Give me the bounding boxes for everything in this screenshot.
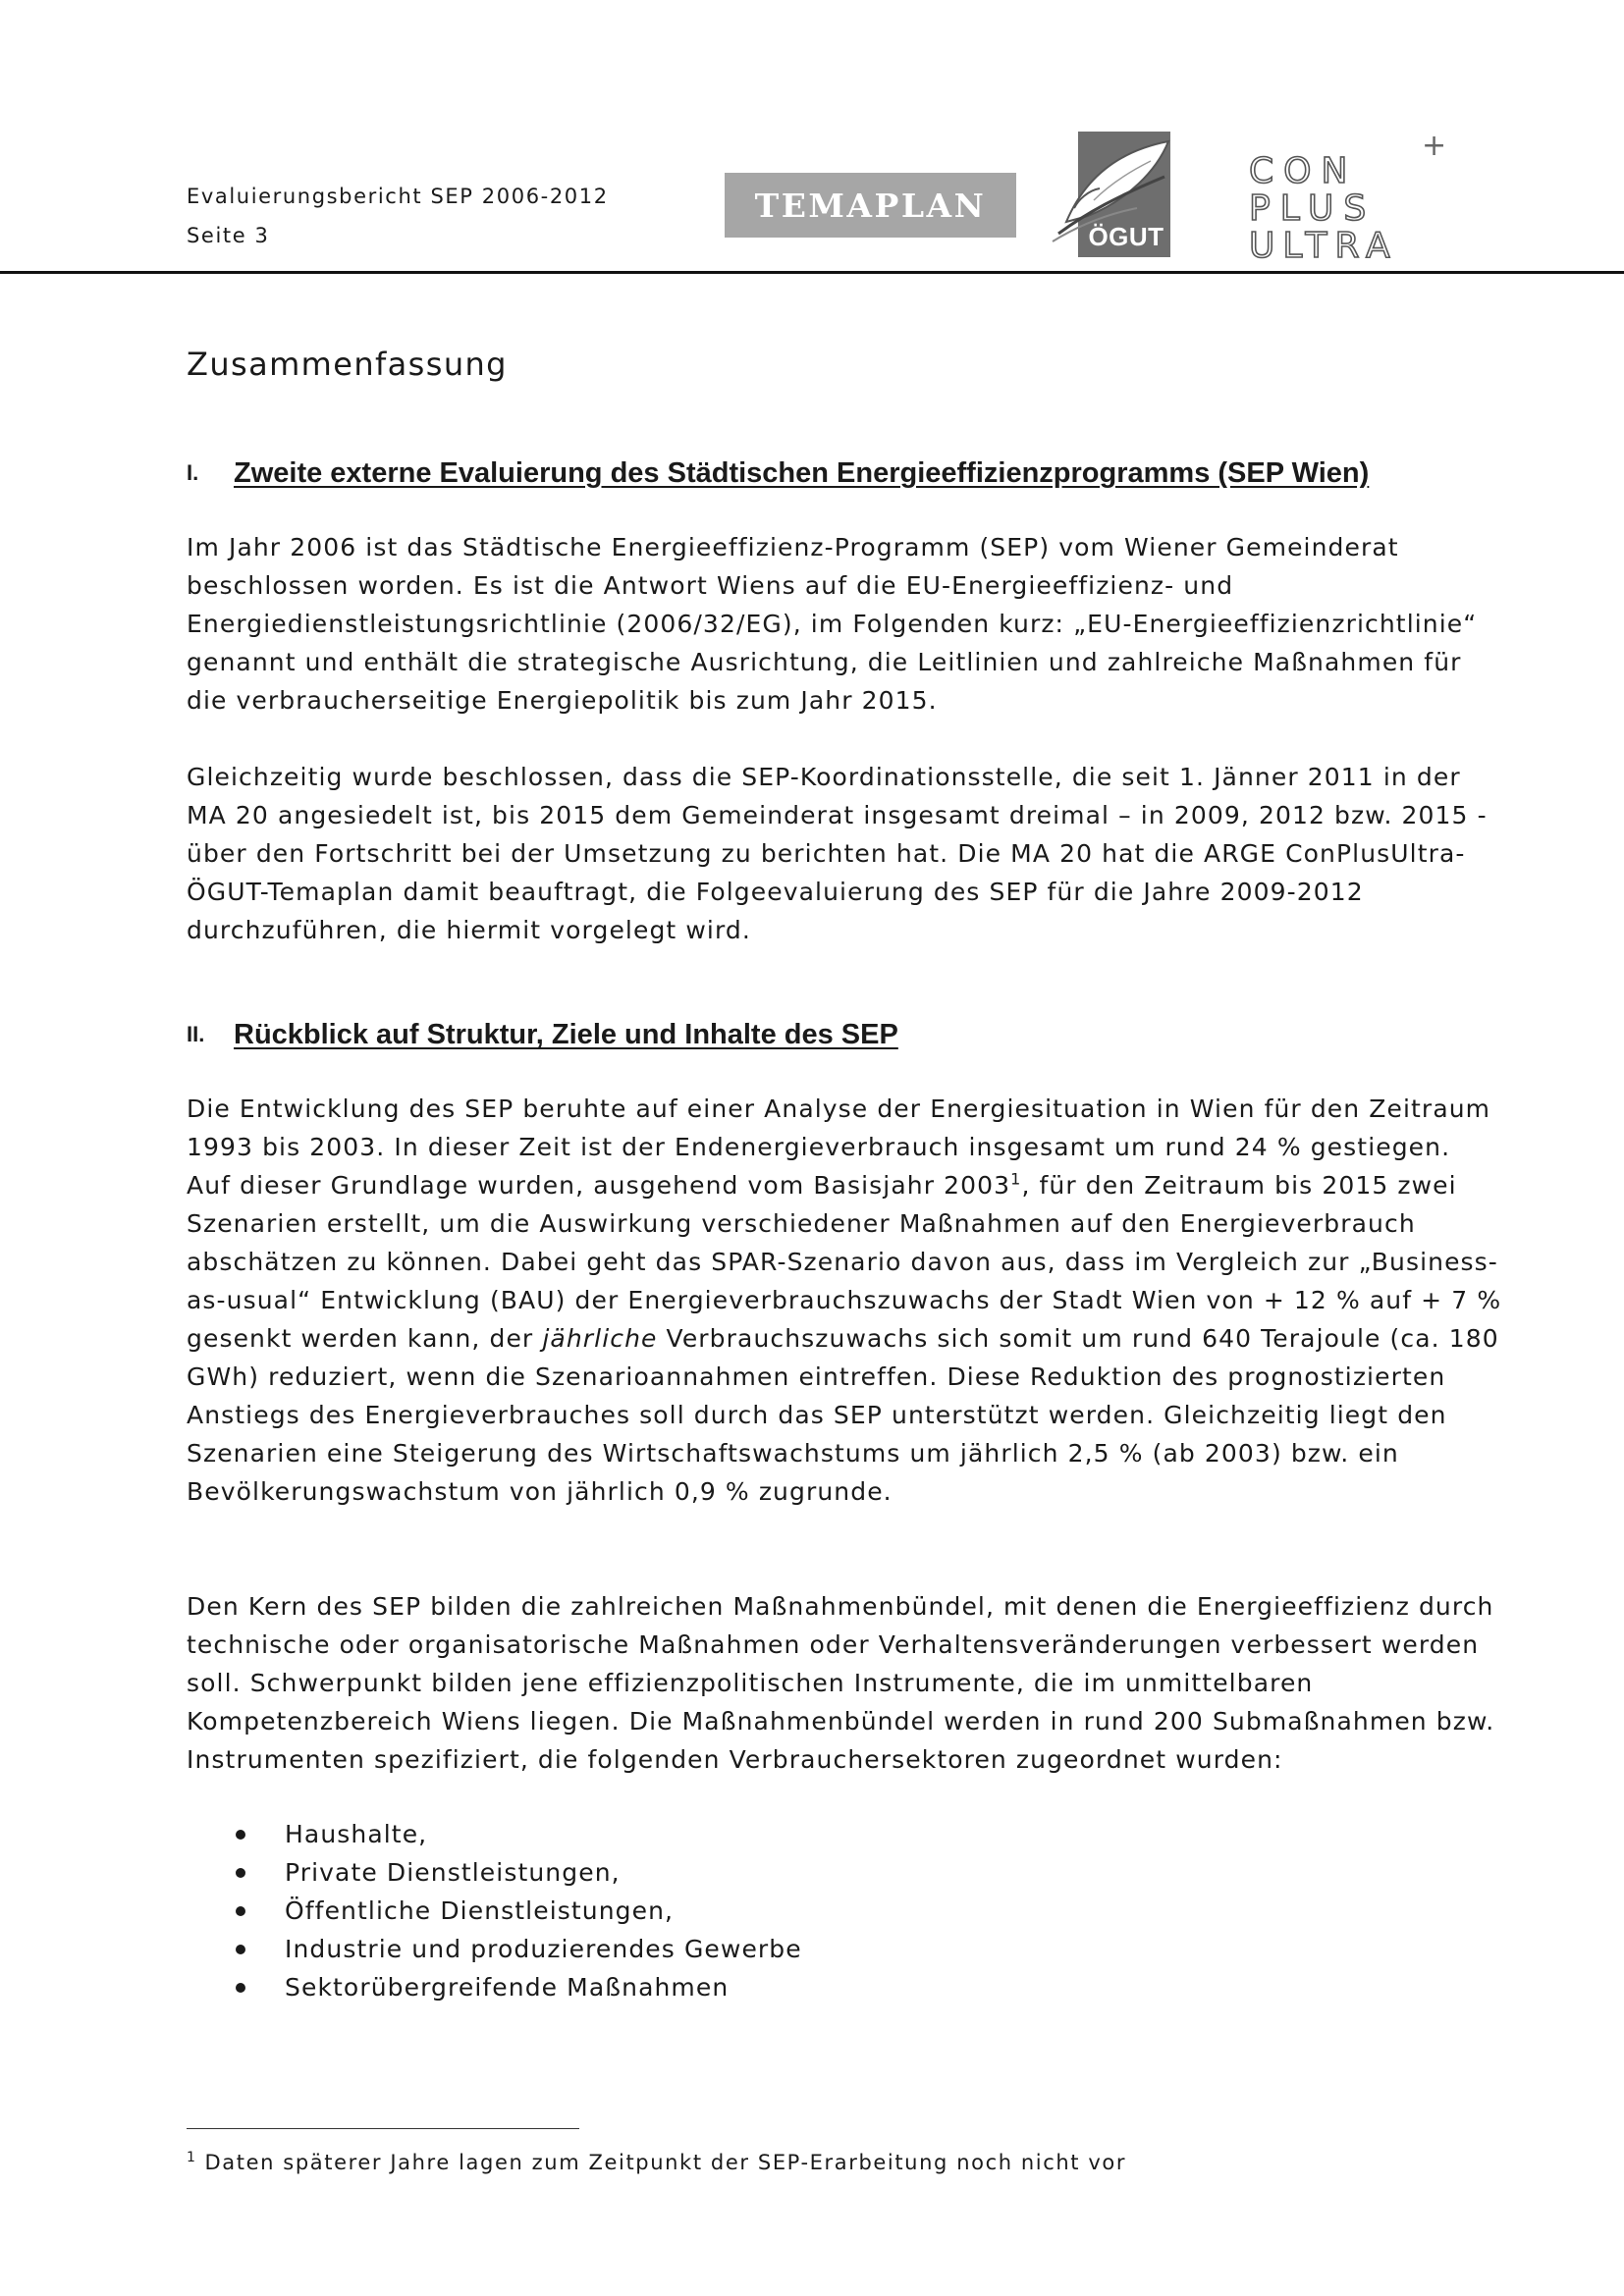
footnote-divider: [187, 2128, 579, 2129]
list-item-text: Private Dienstleistungen,: [285, 1858, 621, 1887]
paragraph-segment: Verbrauchszuwachs sich somit um rund 640 Terajoule (ca. 180 GWh) reduziert, wenn die Szenarioannahmen eintreffen. Diese Reduktion des prognostizierten Anstiegs des Energieverbrauches soll durch das SEP unterstützt werden. Gleichzeitig liegt den Szenarien eine Steigerung des Wirtschaftswachstums um jährlich 2,5 % (ab 2003) bzw. ein Bevölkerungswachstum von jährlich 0,9 % zugrunde.: [187, 1324, 1499, 1506]
list-item-text: Sektorübergreifende Maßnahmen: [285, 1973, 730, 2002]
paragraph-segment: Die Entwicklung des SEP beruhte auf einer Analyse der Energiesituation in Wien für den Zeitraum 1993 bis 2003. In dieser Zeit ist der Endenergieverbrauch insgesamt um rund 24 % gestiegen. Auf dieser Grundlage wurden, ausgehend vom Basisjahr 2003: [187, 1095, 1491, 1200]
paragraph-text: Im Jahr 2006 ist das Städtische Energieeffizienz-Programm (SEP) vom Wiener Gemeinderat beschlossen worden. Es ist die Antwort Wiens auf die EU-Energieeffizienz- und Energiedienstleistungsrichtlinie (2006/32/EG), im Folgenden kurz: „EU-Energieeffizienzrichtlinie“ genannt und enthält die strategische Ausrichtung, die Leitlinien und zahlreiche Maßnahmen für die verbraucherseitige Energiepolitik bis zum Jahr 2015.: [187, 533, 1478, 715]
section-title: Zweite externe Evaluierung des Städtischen Energieeffizienzprogramms (SEP Wien): [234, 457, 1370, 489]
conplusultra-line-3: ULTRA: [1249, 226, 1398, 261]
sector-list: [224, 1815, 802, 2006]
bullet-icon: [236, 1945, 245, 1954]
conplusultra-logo: [1247, 135, 1453, 261]
section-heading-2: [187, 1019, 898, 1051]
list-item: [224, 1968, 802, 2006]
conplusultra-line-2: PLUS: [1249, 188, 1377, 229]
temaplan-logo: [725, 173, 1016, 238]
section-number: II.: [187, 1022, 205, 1046]
footnote-marker: 1: [187, 2150, 197, 2165]
bullet-icon: [236, 1906, 245, 1916]
bullet-icon: [236, 1830, 245, 1840]
paragraph: [187, 528, 1502, 720]
footnote-text: Daten späterer Jahre lagen zum Zeitpunkt der SEP-Erarbeitung noch nicht vor: [204, 2151, 1127, 2174]
conplusultra-line-1: CON: [1249, 151, 1358, 191]
header-divider: [0, 271, 1624, 274]
list-item: [224, 1853, 802, 1892]
list-item-text: Industrie und produzierendes Gewerbe: [285, 1935, 802, 1963]
paragraph: [187, 1587, 1502, 1779]
paragraph-text: Gleichzeitig wurde beschlossen, dass die SEP-Koordinationsstelle, die seit 1. Jänner 2011 in der MA 20 angesiedelt ist, bis 2015 dem Gemeinderat insgesamt dreimal – in 2009, 2012 bzw. 2015 - über den Fortschritt bei der Umsetzung zu berichten hat. Die MA 20 hat die ARGE ConPlusUltra-ÖGUT-Temaplan damit beauftragt, die Folgeevaluierung des SEP für die Jahre 2009-2012 durchzuführen, die hiermit vorgelegt wird.: [187, 763, 1488, 944]
bullet-icon: [236, 1868, 245, 1878]
paragraph-segment: , für den Zeitraum bis 2015 zwei Szenarien erstellt, um die Auswirkung verschiedener Maßnahmen auf den Energieverbrauch abschätzen zu können. Dabei geht das SPAR-Szenario davon aus, dass im Vergleich zur „Business-as-usual“ Entwicklung (BAU) der Energieverbrauchszuwachs der Stadt Wien von + 12 % auf + 7 % gesenkt werden kann, der: [187, 1171, 1502, 1353]
page-title: Zusammenfassung: [187, 346, 508, 383]
paragraph-text: Den Kern des SEP bilden die zahlreichen Maßnahmenbündel, mit denen die Energieeffizienz durch technische oder organisatorische Maßnahmen oder Verhaltensveränderungen verbessert werden soll. Schwerpunkt bilden jene effizienzpolitischen Instrumente, die im unmittelbaren Kompetenzbereich Wiens liegen. Die Maßnahmenbündel werden in rund 200 Submaßnahmen bzw. Instrumenten spezifiziert, die folgenden Verbrauchersektoren zugeordnet wurden:: [187, 1592, 1495, 1774]
emphasis: jährliche: [542, 1324, 658, 1353]
paragraph-text: [187, 1090, 1502, 1511]
paragraph: [187, 758, 1502, 949]
bullet-icon: [236, 1983, 245, 1993]
footnote: [187, 2150, 1126, 2174]
section-number: I.: [187, 460, 199, 485]
conplusultra-plus: +: [1422, 135, 1447, 163]
footnote-reference: 1: [1010, 1169, 1022, 1189]
paragraph: [187, 1090, 1502, 1511]
list-item-text: Haushalte,: [285, 1820, 428, 1848]
report-title: Evaluierungsbericht SEP 2006-2012: [187, 185, 609, 208]
temaplan-logo-text: TEMAPLAN: [754, 186, 987, 225]
header-meta: [187, 177, 609, 255]
section-heading-1: [187, 457, 1369, 490]
oegut-logo-text: ÖGUT: [1088, 222, 1164, 251]
list-item: [224, 1815, 802, 1853]
list-item-text: Öffentliche Dienstleistungen,: [285, 1896, 675, 1925]
section-title: Rückblick auf Struktur, Ziele und Inhalte des SEP: [234, 1019, 898, 1050]
page-number: Seite 3: [187, 224, 270, 247]
list-item: [224, 1892, 802, 1930]
list-item: [224, 1930, 802, 1968]
